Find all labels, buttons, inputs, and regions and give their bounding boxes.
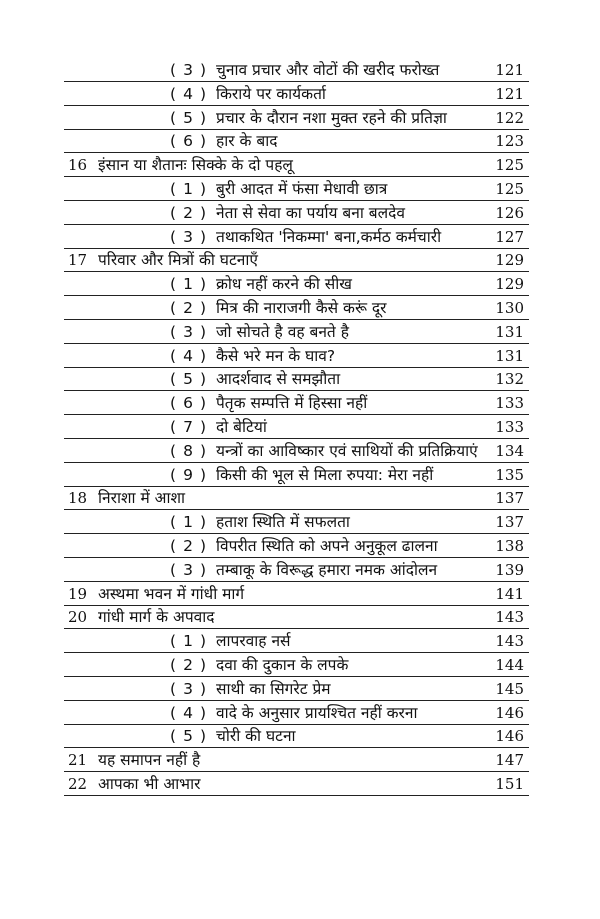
chapter-entry xyxy=(0,582,600,606)
section-entry xyxy=(0,344,600,368)
section-title: लापरवाह नर्स xyxy=(216,632,291,651)
section-entry xyxy=(0,58,600,82)
page-number: 137 xyxy=(495,489,524,508)
section-title: विपरीत स्थिति को अपने अनुकूल ढालना xyxy=(216,537,438,555)
page-number: 137 xyxy=(495,513,524,532)
page-number: 122 xyxy=(495,108,524,127)
page-number: 130 xyxy=(495,299,524,317)
page-number: 151 xyxy=(495,775,524,793)
page-number: 125 xyxy=(495,180,524,198)
section-number: ( 1 ) xyxy=(170,275,206,294)
section-number: ( 1 ) xyxy=(170,180,206,198)
chapter-entry xyxy=(0,486,600,510)
section-number: ( 8 ) xyxy=(170,441,206,460)
section-number: ( 2 ) xyxy=(170,299,206,317)
chapter-title: गांधी मार्ग के अपवाद xyxy=(98,608,215,627)
chapter-title: इंसान या शैतानः सिक्के के दो पहलू xyxy=(98,156,293,175)
chapter-title: निराशा में आशा xyxy=(98,489,186,508)
section-number: ( 5 ) xyxy=(170,370,206,389)
section-title: क्रोध नहीं करने की सीख xyxy=(216,275,352,294)
section-number: ( 3 ) xyxy=(170,61,206,79)
section-entry xyxy=(0,677,600,701)
section-title: पैतृक सम्पत्ति में हिस्सा नहीं xyxy=(216,394,368,413)
section-title: हार के बाद xyxy=(216,132,278,151)
section-title: यन्त्रों का आविष्कार एवं साथियों की प्रतिक्रियाएं xyxy=(216,441,478,460)
section-entry xyxy=(0,225,600,249)
section-entry xyxy=(0,82,600,106)
section-title: किराये पर कार्यकर्ता xyxy=(216,84,326,103)
page-number: 132 xyxy=(495,370,524,389)
section-number: ( 2 ) xyxy=(170,656,206,674)
section-title: दवा की दुकान के लपके xyxy=(216,656,349,674)
page-number: 143 xyxy=(495,608,524,627)
section-number: ( 6 ) xyxy=(170,132,206,151)
page-number: 141 xyxy=(495,584,524,603)
section-number: ( 6 ) xyxy=(170,394,206,413)
chapter-number: 17 xyxy=(68,251,88,270)
section-title: तम्बाकू के विरूद्ध हमारा नमक आंदोलन xyxy=(216,560,438,579)
section-entry xyxy=(0,177,600,201)
chapter-title: आपका भी आभार xyxy=(98,775,201,793)
page-number: 146 xyxy=(495,703,524,722)
chapter-entry xyxy=(0,772,600,796)
section-entry xyxy=(0,463,600,487)
section-title: प्रचार के दौरान नशा मुक्त रहने की प्रतिज्ञा xyxy=(216,108,447,127)
chapter-number: 19 xyxy=(68,584,88,603)
section-title: मित्र की नाराजगी कैसे करूं दूर xyxy=(216,299,387,317)
page-number: 123 xyxy=(495,132,524,151)
section-entry xyxy=(0,272,600,296)
section-title: किसी की भूल से मिला रुपया: मेरा नहीं xyxy=(216,465,434,484)
chapter-entry xyxy=(0,248,600,272)
chapter-number: 20 xyxy=(68,608,88,627)
section-number: ( 3 ) xyxy=(170,679,206,698)
page-number: 144 xyxy=(495,656,524,674)
section-title: बुरी आदत में फंसा मेधावी छात्र xyxy=(216,180,388,198)
page-number: 139 xyxy=(495,560,524,579)
section-entry xyxy=(0,534,600,558)
chapter-number: 18 xyxy=(68,489,88,508)
section-title: तथाकथित 'निकम्मा' बना,कर्मठ कर्मचारी xyxy=(216,227,442,246)
chapter-title: परिवार और मित्रों की घटनाएँ xyxy=(98,251,258,270)
chapter-entry xyxy=(0,153,600,177)
section-title: वादे के अनुसार प्रायश्चित नहीं करना xyxy=(216,703,418,722)
page-number: 125 xyxy=(495,156,524,175)
section-number: ( 7 ) xyxy=(170,418,206,436)
section-title: साथी का सिगरेट प्रेम xyxy=(216,679,331,698)
section-entry xyxy=(0,367,600,391)
section-number: ( 3 ) xyxy=(170,322,206,341)
page-number: 133 xyxy=(495,418,524,436)
page-number: 121 xyxy=(495,61,524,79)
page-number: 127 xyxy=(495,227,524,246)
section-number: ( 2 ) xyxy=(170,537,206,555)
section-number: ( 4 ) xyxy=(170,703,206,722)
page-number: 129 xyxy=(495,251,524,270)
section-entry xyxy=(0,439,600,463)
section-entry xyxy=(0,391,600,415)
section-title: जो सोचते है वह बनते है xyxy=(216,322,349,341)
page-number: 138 xyxy=(495,537,524,555)
chapter-entry xyxy=(0,748,600,772)
page-number: 131 xyxy=(495,346,524,365)
section-number: ( 9 ) xyxy=(170,465,206,484)
section-number: ( 2 ) xyxy=(170,203,206,222)
row-divider xyxy=(64,795,529,796)
section-number: ( 4 ) xyxy=(170,84,206,103)
section-title: दो बेटियां xyxy=(216,418,267,436)
section-title: नेता से सेवा का पर्याय बना बलदेव xyxy=(216,203,405,222)
section-title: आदर्शवाद से समझौता xyxy=(216,370,341,389)
section-title: चोरी की घटना xyxy=(216,727,296,746)
chapter-number: 22 xyxy=(68,775,88,793)
chapter-title: यह समापन नहीं है xyxy=(98,751,201,770)
section-number: ( 5 ) xyxy=(170,727,206,746)
page-number: 131 xyxy=(495,322,524,341)
section-entry xyxy=(0,701,600,725)
chapter-number: 16 xyxy=(68,156,88,175)
section-title: कैसे भरे मन के घाव? xyxy=(216,346,336,365)
section-title: चुनाव प्रचार और वोटों की खरीद फरोख्त xyxy=(216,61,440,79)
section-number: ( 5 ) xyxy=(170,108,206,127)
page-number: 143 xyxy=(495,632,524,651)
section-entry xyxy=(0,106,600,130)
section-entry xyxy=(0,201,600,225)
section-entry xyxy=(0,129,600,153)
section-entry xyxy=(0,724,600,748)
section-number: ( 3 ) xyxy=(170,560,206,579)
section-entry xyxy=(0,653,600,677)
page-number: 121 xyxy=(495,84,524,103)
section-number: ( 1 ) xyxy=(170,513,206,532)
section-number: ( 1 ) xyxy=(170,632,206,651)
section-title: हताश स्थिति में सफलता xyxy=(216,513,350,532)
section-number: ( 3 ) xyxy=(170,227,206,246)
section-number: ( 4 ) xyxy=(170,346,206,365)
section-entry xyxy=(0,415,600,439)
chapter-number: 21 xyxy=(68,751,88,770)
section-entry xyxy=(0,558,600,582)
page-number: 135 xyxy=(495,465,524,484)
section-entry xyxy=(0,296,600,320)
page-number: 126 xyxy=(495,203,524,222)
chapter-entry xyxy=(0,605,600,629)
chapter-title: अस्थमा भवन में गांधी मार्ग xyxy=(98,584,245,603)
section-entry xyxy=(0,320,600,344)
page-number: 129 xyxy=(495,275,524,294)
section-entry xyxy=(0,629,600,653)
page-number: 147 xyxy=(495,751,524,770)
page-number: 134 xyxy=(495,441,524,460)
page-number: 133 xyxy=(495,394,524,413)
section-entry xyxy=(0,510,600,534)
page-number: 145 xyxy=(495,679,524,698)
page-number: 146 xyxy=(495,727,524,746)
